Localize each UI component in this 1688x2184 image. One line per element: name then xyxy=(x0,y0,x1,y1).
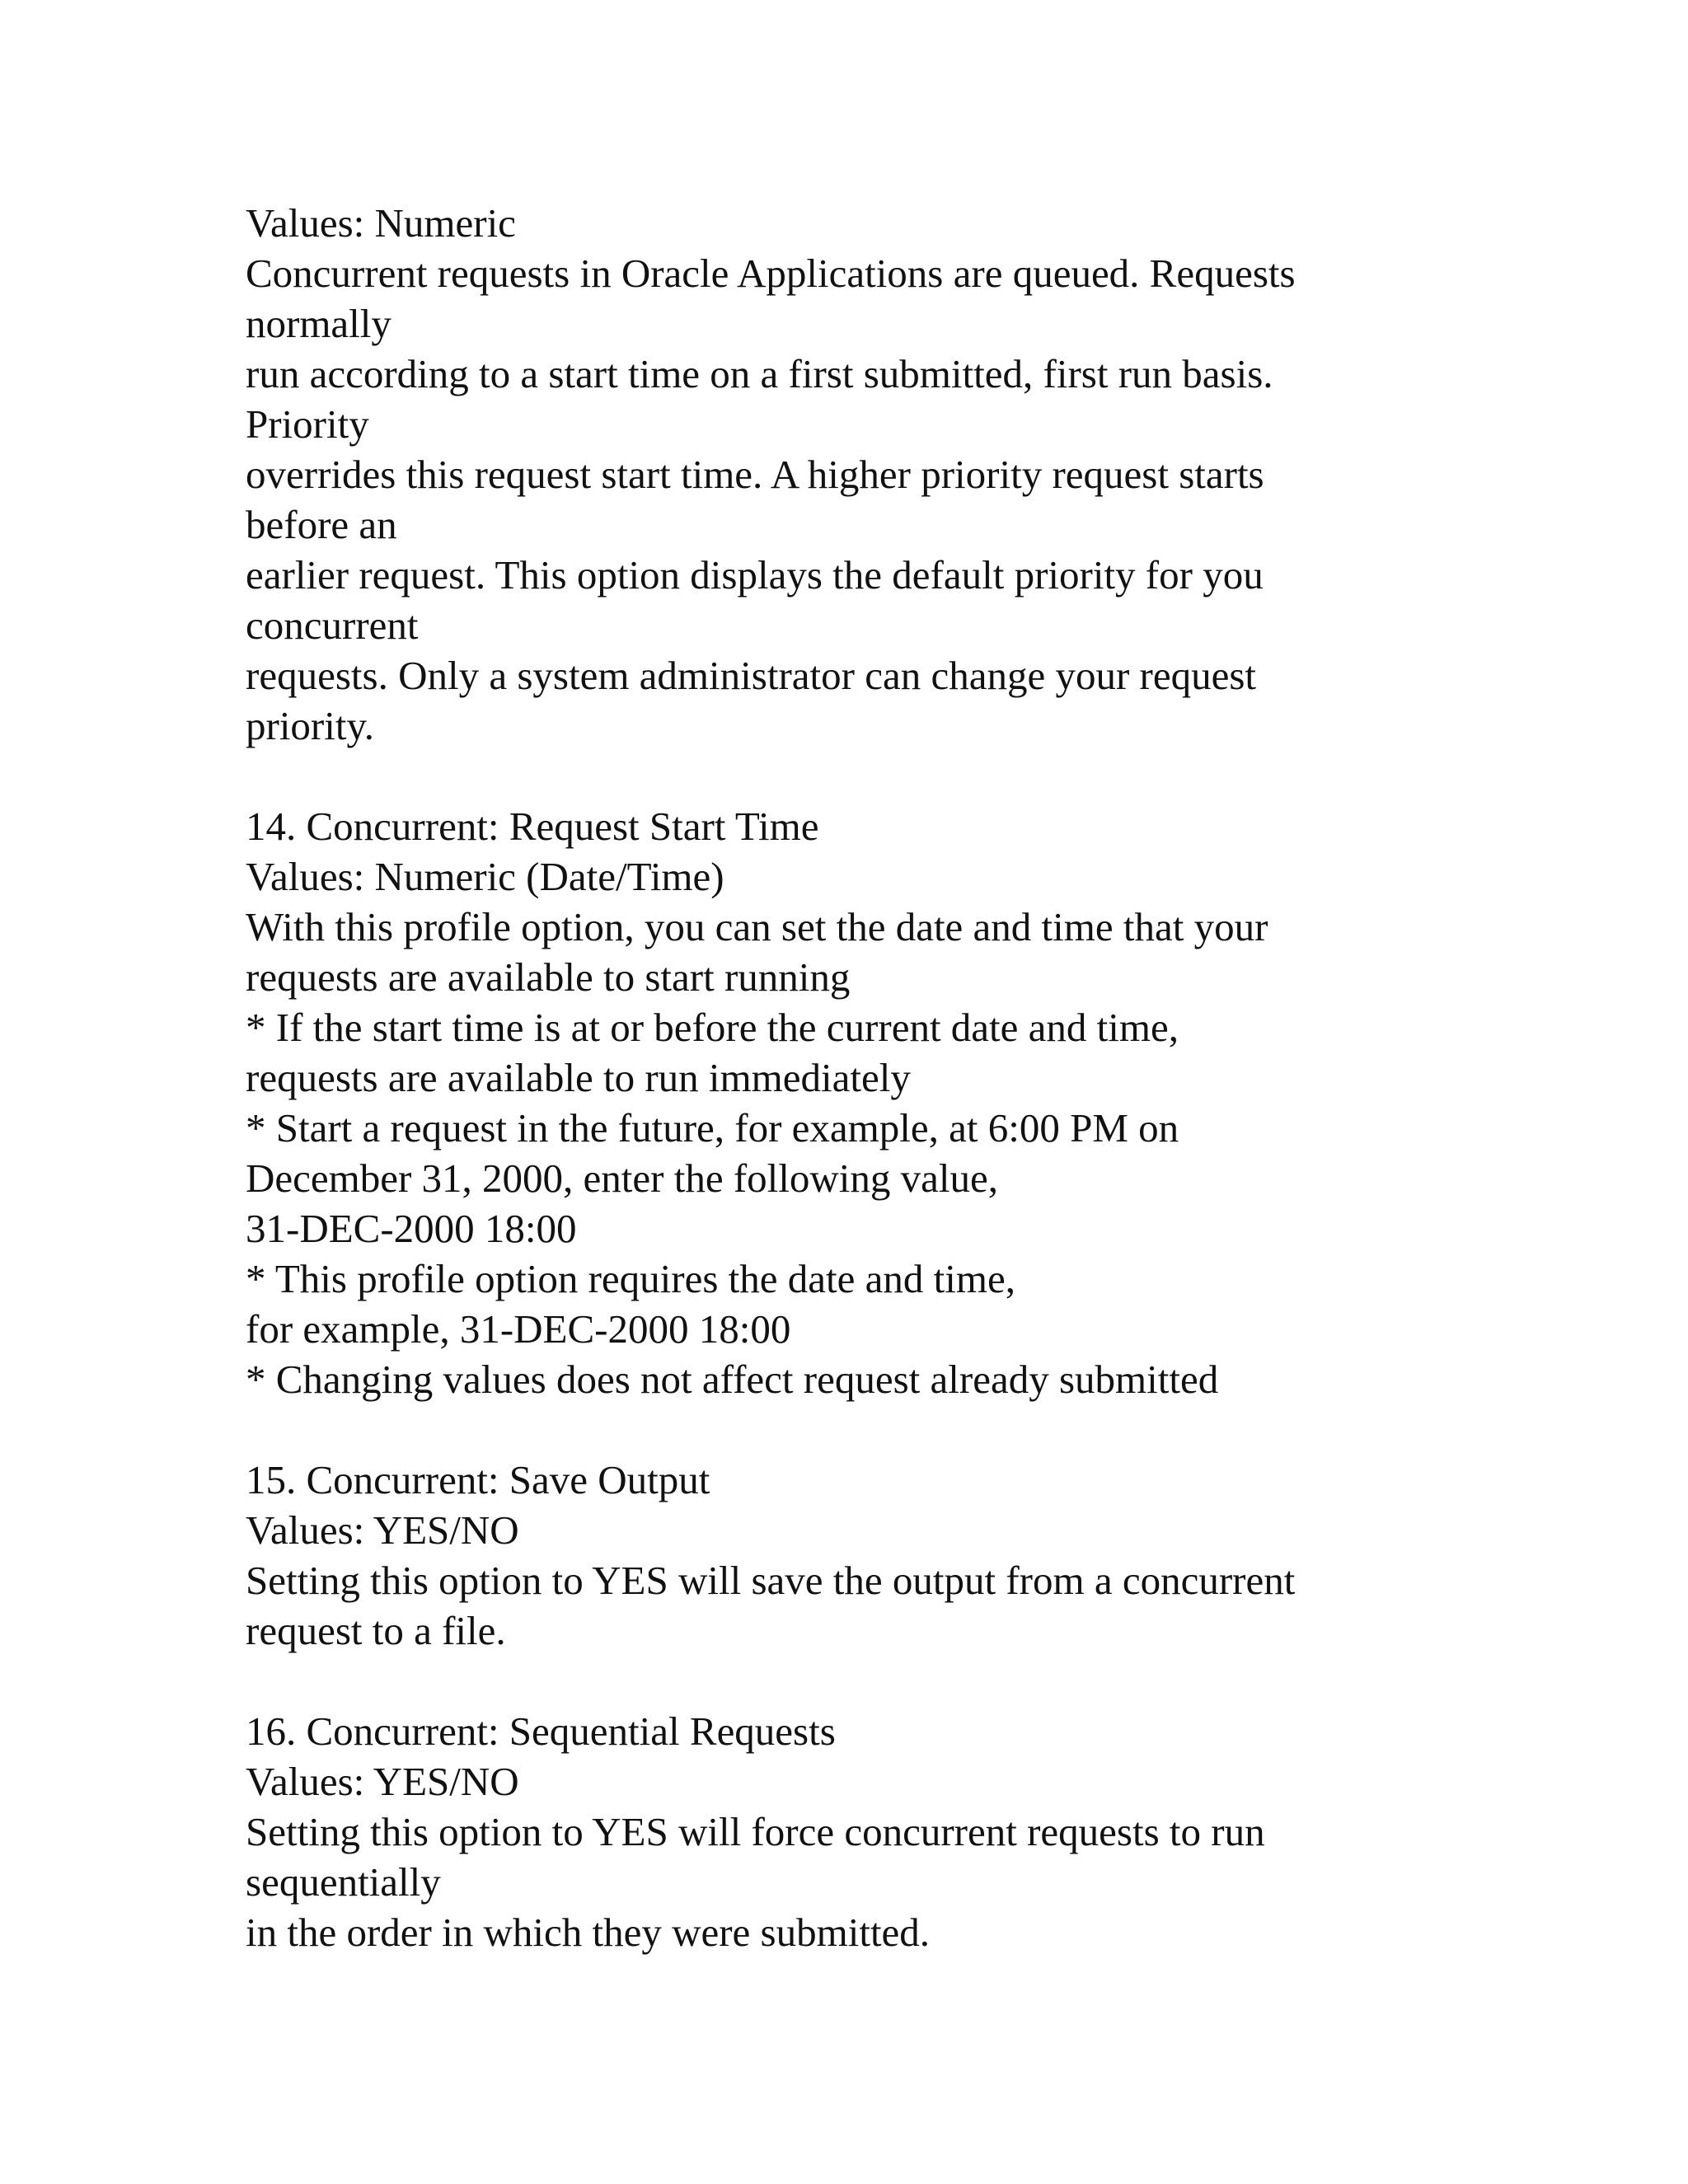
section-save-output xyxy=(246,1455,1606,1656)
body-text-line: overrides this request start time. A higher priority request starts xyxy=(246,452,1264,497)
body-text-line: in the order in which they were submitted. xyxy=(246,1910,931,1955)
body-text-line: concurrent xyxy=(246,602,419,648)
body-text-line: request to a file. xyxy=(246,1608,506,1653)
section-sequential-requests xyxy=(246,1706,1606,1957)
section-priority-description xyxy=(246,198,1606,751)
document-page xyxy=(246,198,1606,1957)
bullet-line: * If the start time is at or before the current date and time, xyxy=(246,1005,1179,1050)
values-line: Values: Numeric xyxy=(246,200,516,246)
section-heading: 16. Concurrent: Sequential Requests xyxy=(246,1708,836,1754)
body-text-line: sequentially xyxy=(246,1859,441,1905)
values-line: Values: YES/NO xyxy=(246,1507,519,1553)
bullet-line: * Changing values does not affect request already submitted xyxy=(246,1357,1219,1402)
body-text-line: run according to a start time on a first submitted, first run basis. xyxy=(246,351,1273,396)
body-text-line: December 31, 2000, enter the following value, xyxy=(246,1155,999,1201)
values-line: Values: Numeric (Date/Time) xyxy=(246,854,724,899)
body-text-line: Setting this option to YES will force concurrent requests to run xyxy=(246,1809,1265,1854)
section-heading: 14. Concurrent: Request Start Time xyxy=(246,804,819,849)
section-request-start-time xyxy=(246,801,1606,1404)
body-text-line: for example, 31-DEC-2000 18:00 xyxy=(246,1306,791,1352)
body-text-line: priority. xyxy=(246,703,375,748)
bullet-line: * Start a request in the future, for example, at 6:00 PM on xyxy=(246,1105,1179,1151)
body-text-line: Priority xyxy=(246,401,369,447)
body-text-line: requests are available to run immediately xyxy=(246,1055,911,1100)
body-text-line: With this profile option, you can set the date and time that your xyxy=(246,904,1268,949)
body-text-line: Concurrent requests in Oracle Applications are queued. Requests xyxy=(246,251,1296,296)
body-text-line: earlier request. This option displays the default priority for you xyxy=(246,552,1264,598)
example-value-line: 31-DEC-2000 18:00 xyxy=(246,1206,577,1251)
section-heading: 15. Concurrent: Save Output xyxy=(246,1457,710,1502)
body-text-line: before an xyxy=(246,502,397,547)
body-text-line: normally xyxy=(246,301,392,346)
body-text-line: requests. Only a system administrator can change your request xyxy=(246,653,1257,698)
bullet-line: * This profile option requires the date and time, xyxy=(246,1256,1015,1301)
body-text-line: requests are available to start running xyxy=(246,954,851,1000)
body-text-line: Setting this option to YES will save the output from a concurrent xyxy=(246,1558,1296,1603)
values-line: Values: YES/NO xyxy=(246,1759,519,1804)
